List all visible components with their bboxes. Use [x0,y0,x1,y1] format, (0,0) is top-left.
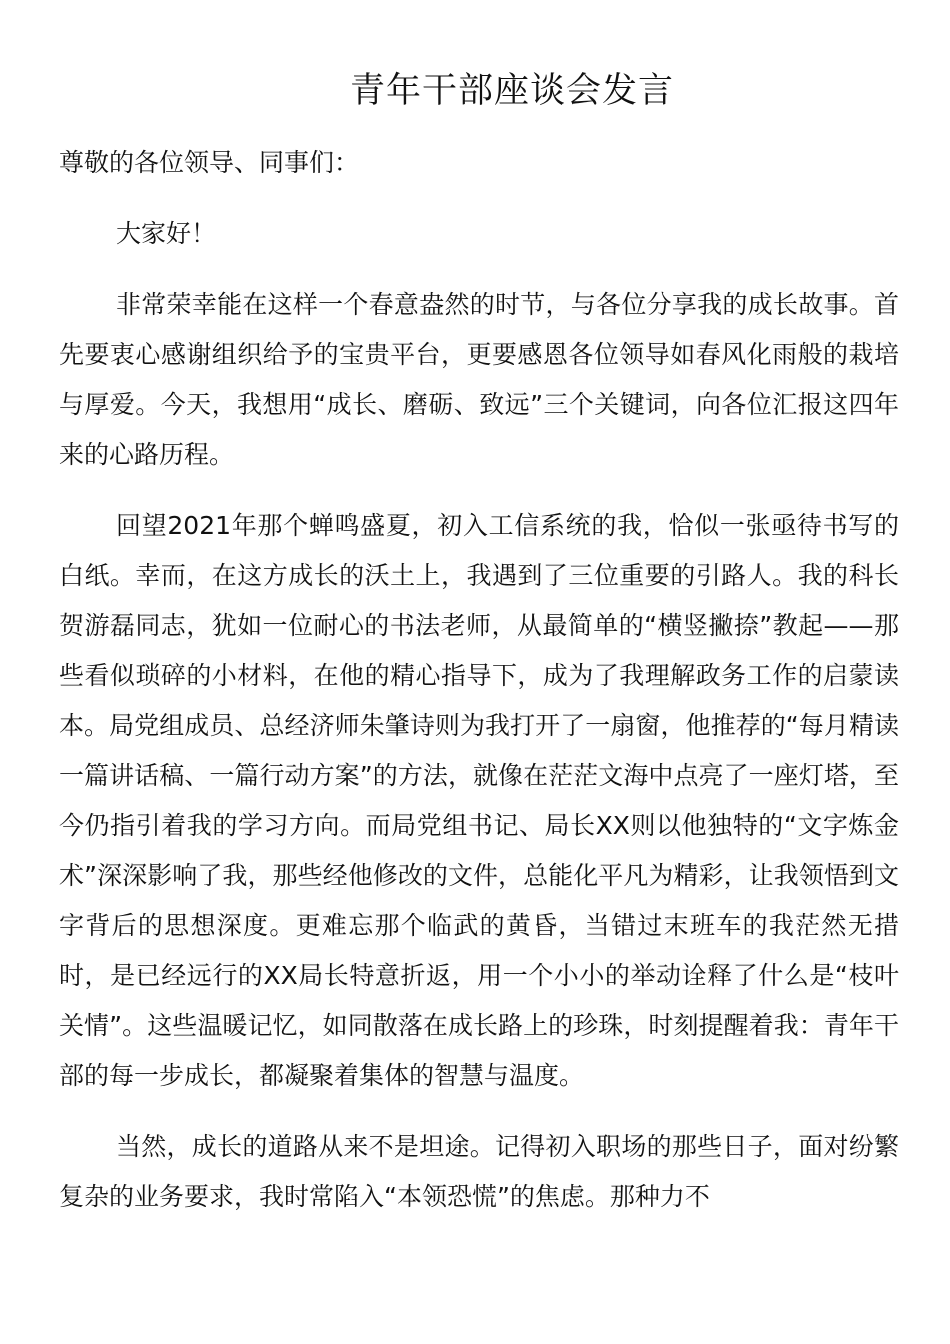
paragraph: 当然，成长的道路从来不是坦途。记得初入职场的那些日子，面对纷繁复杂的业务要求，我时常陷入“本领恐慌”的焦虑。那种力不 [59,1132,899,1211]
document-body [59,138,899,1243]
document-title: 青年干部座谈会发言 [349,71,674,111]
paragraph: 非常荣幸能在这样一个春意盎然的时节，与各位分享我的成长故事。首先要衷心感谢组织给予的宝贵平台，更要感恩各位领导如春风化雨般的栽培与厚爱。今天，我想用“成长、磨砺、致远”三个关键词，向各位汇报这四年来的心路历程。 [59,290,899,469]
salutation: 尊敬的各位领导、同事们： [59,148,360,177]
greeting: 大家好！ [116,219,217,248]
paragraph: 回望2021年那个蝉鸣盛夏，初入工信系统的我，恰似一张亟待书写的白纸。幸而，在这方成长的沃土上，我遇到了三位重要的引路人。我的科长贺游磊同志，犹如一位耐心的书法老师，从最简单的“横竖撇捺”教起——那些看似琐碎的小材料，在他的精心指导下，成为了我理解政务工作的启蒙读本。局党组成员、总经济师朱肇诗则为我打开了一扇窗，他推荐的“每月精读一篇讲话稿、一篇行动方案”的方法，就像在茫茫文海中点亮了一座灯塔，至今仍指引着我的学习方向。而局党组书记、局长XX则以他独特的“文字炼金术”深深影响了我，那些经他修改的文件，总能化平凡为精彩，让我领悟到文字背后的思想深度。更难忘那个临武的黄昏，当错过末班车的我茫然无措时，是已经远行的XX局长特意折返，用一个小小的举动诠释了什么是“枝叶关情”。这些温暖记忆，如同散落在成长路上的珍珠，时刻提醒着我：青年干部的每一步成长，都凝聚着集体的智慧与温度。 [59,511,899,1090]
